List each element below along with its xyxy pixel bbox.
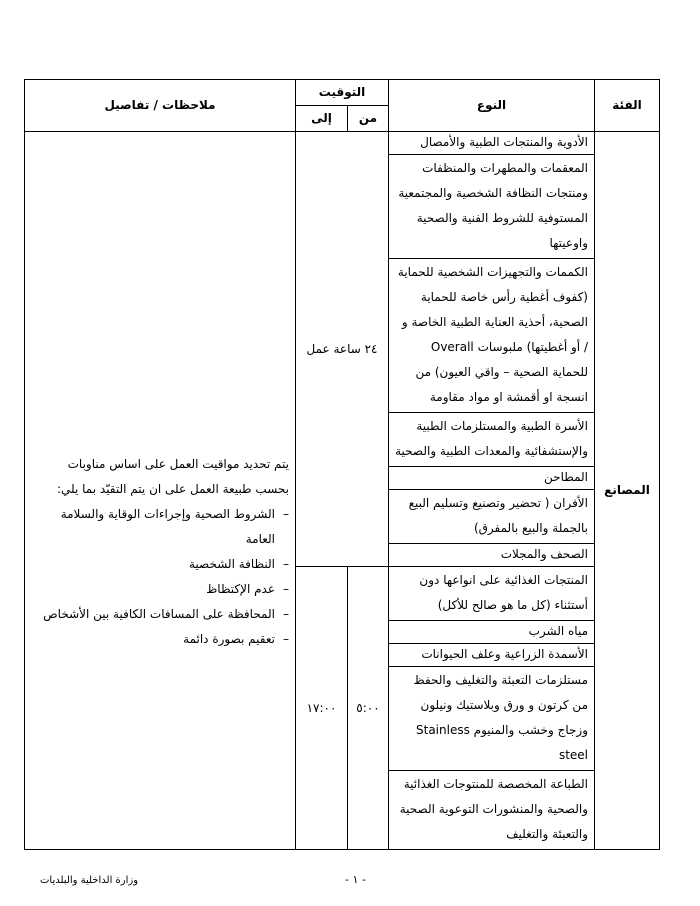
timing-to: ١٧:٠٠ [296,567,348,850]
type-row: الكممات والتجهيزات الشخصية للحماية (كفوف أغطية رأس خاصة للحماية الصحية، أحذية العناية الطبية الخاصة و / أو أغطيتها) ملبوسات Overall للحماية الصحية – واقي العيون) من انسجة او أقمشة او مواد مقاومة [389,259,595,413]
category-cell: المصانع [595,132,660,850]
notes-item: – الشروط الصحية وإجراءات الوقاية والسلامة العامة [31,502,289,552]
type-row: الأسمدة الزراعية وعلف الحيوانات [389,644,595,667]
type-row: الأدوية والمنتجات الطبية والأمصال [389,132,595,155]
ministry-footer: وزارة الداخلية والبلديات [40,875,139,886]
header-type: النوع [389,80,595,132]
type-row: الأفران ( تحضير وتصنيع وتسليم البيع بالجملة والبيع بالمفرق) [389,490,595,544]
timing-24h: ٢٤ ساعة عمل [296,132,389,567]
notes-item: – النظافة الشخصية [31,552,289,577]
header-notes: ملاحظات / تفاصيل [25,80,296,132]
header-to: إلى [296,106,348,132]
notes-item: – المحافظة على المسافات الكافية بين الأشخاص [31,602,289,627]
type-row: الطباعة المخصصة للمنتوجات الغذائية والصحية والمنشورات التوعوية الصحية والتعبئة والتغليف [389,771,595,850]
categories-table [24,79,660,850]
header-from: من [348,106,389,132]
timing-from: ٥:٠٠ [348,567,389,850]
type-row: المنتجات الغذائية على انواعها دون أستثناء (كل ما هو صالح للأكل) [389,567,595,621]
type-row: مياه الشرب [389,621,595,644]
notes-cell [25,132,296,850]
notes-intro: يتم تحديد مواقيت العمل على اساس مناوبات بحسب طبيعة العمل على ان يتم التقيّد بما يلي: [56,456,289,496]
notes-item: – تعقيم بصورة دائمة [31,627,289,652]
notes-item: – عدم الإكتظاظ [31,577,289,602]
header-category: الفئة [595,80,660,132]
type-row: الأسرة الطبية والمستلزمات الطبية والإستشفائية والمعدات الطبية والصحية [389,413,595,467]
type-row: الصحف والمجلات [389,544,595,567]
notes-list [31,502,289,652]
type-row: المطاحن [389,467,595,490]
header-timing: التوقيت [296,80,389,106]
type-row: مستلزمات التعبئة والتغليف والحفظ من كرتون و ورق وبلاستيك ونيلون وزجاج وخشب والمنيوم Stainless steel [389,667,595,771]
page-number: - ١ - [345,873,366,886]
type-row: المعقمات والمطهرات والمنظفات ومنتجات النظافة الشخصية والمجتمعية المستوفية للشروط الفنية والصحية واوعيتها [389,155,595,259]
